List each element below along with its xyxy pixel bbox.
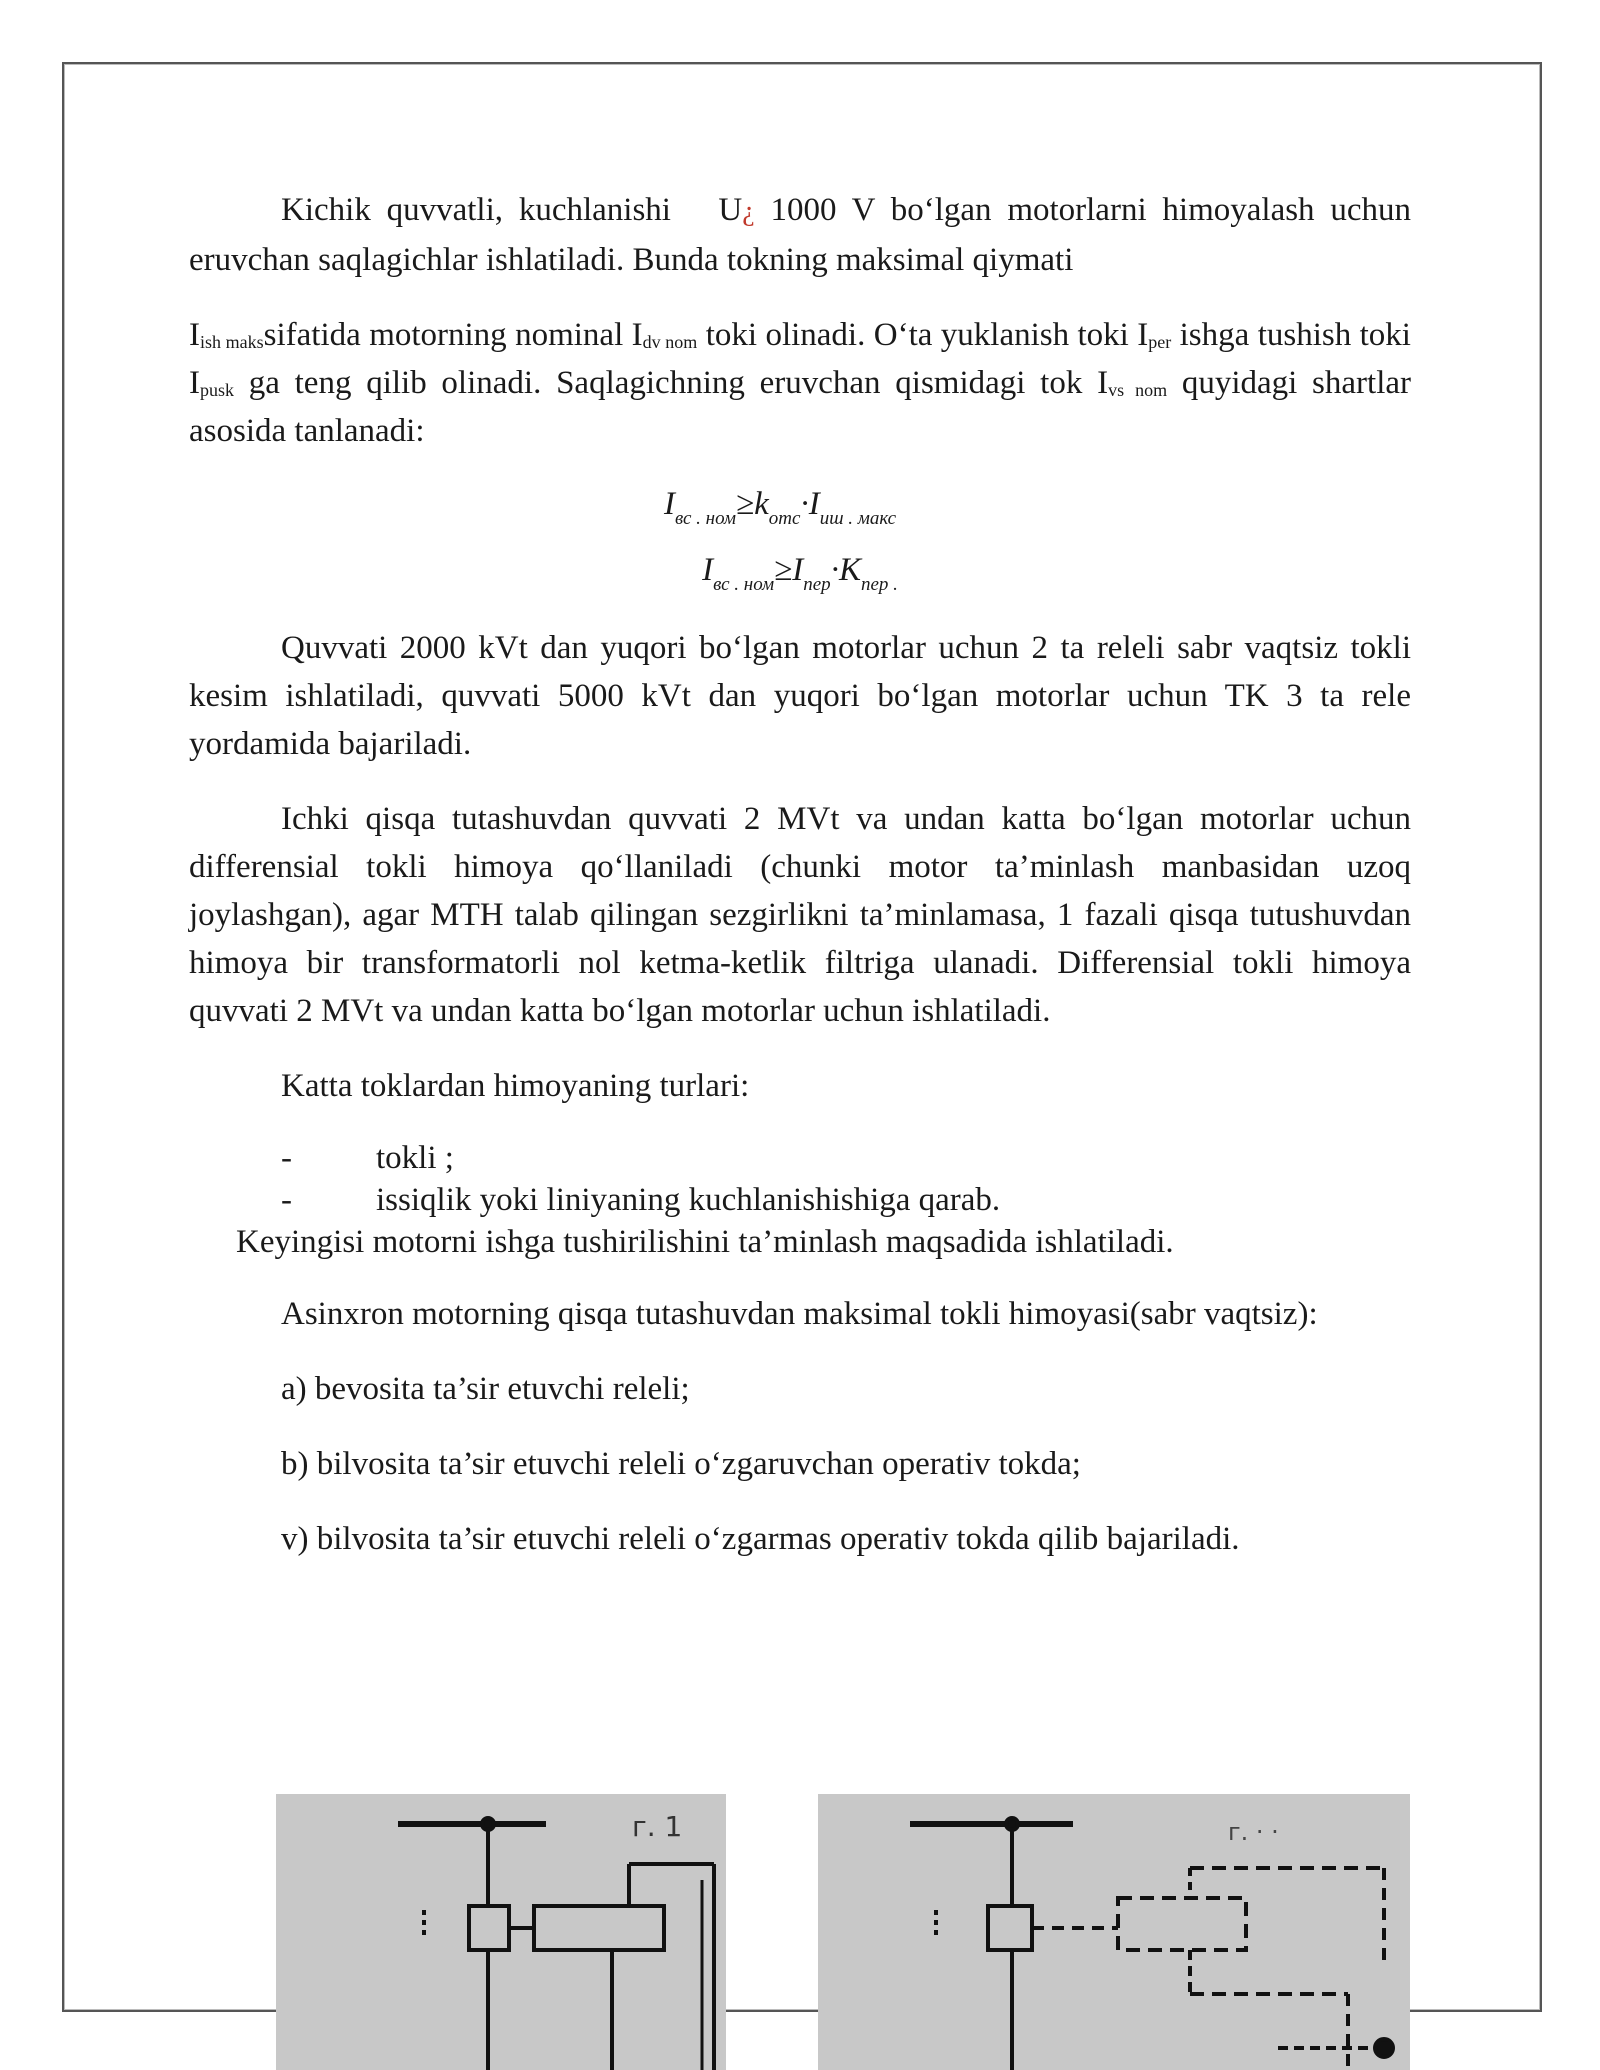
p2-text-4: ga teng qilib olinadi. Saqlagichning eruvchan qismidagi tok I	[234, 365, 1109, 401]
formula-2	[189, 548, 1411, 595]
f1-sub-vs-nom: вс . ном	[674, 508, 736, 529]
f1-I2: I	[808, 486, 820, 522]
fig2-label: г. · ·	[1228, 1818, 1279, 1846]
dash-item-2-text: issiqlik yoki liniyaning kuchlanishishiga qarab.	[376, 1182, 1001, 1218]
dash-item-1	[189, 1137, 1411, 1179]
p2-sub-per: per	[1148, 332, 1172, 352]
circuit-diagram-1-svg	[276, 1794, 726, 2070]
p2-sub-pusk: pusk	[200, 380, 235, 400]
circuit-diagram-2	[818, 1794, 1410, 2070]
dash-item-2	[189, 1179, 1411, 1221]
paragraph-6: Keyingisi motorni ishga tushirilishini ta’minlash maqsadida ishlatiladi.	[236, 1224, 1174, 1260]
document-body	[189, 186, 1411, 1590]
f2-sub-vs-nom: вс . ном	[713, 574, 775, 595]
circuit-diagram-2-svg	[818, 1794, 1410, 2070]
f1-geq: ≥	[736, 486, 755, 522]
paragraph-5: Katta toklardan himoyaning turlari:	[281, 1068, 750, 1104]
p2-i: I	[189, 317, 200, 353]
p2-text-5: quyidagi shartlar asosida tanlanadi:	[189, 365, 1412, 449]
circuit-diagram-1	[276, 1794, 726, 2070]
f1-sub-ots: отс	[768, 508, 801, 529]
p1-u: U	[718, 192, 743, 228]
dash-item-1-text: tokli ;	[376, 1140, 454, 1176]
paragraph-4: Ichki qisqa tutashuvdan quvvati 2 MVt va undan katta bo‘lgan motorlar uchun differensial tokli himoya qo‘llaniladi (chunki motor ta’minlash manbasidan uzoq joylashgan), agar MTH talab qilingan sezgirlikni ta’minlamasa, 1 fazali qisqa tutushuvdan himoya bir transformatorli nol ketma-ketlik filtriga ulanadi. Differensial tokli himoya quvvati 2 MVt va undan katta bo‘lgan motorlar uchun ishlatiladi.	[189, 801, 1411, 1029]
list-item-a: a) bevosita ta’sir etuvchi releli;	[281, 1371, 690, 1407]
formula-1	[189, 482, 1411, 529]
f2-dot: ·	[830, 552, 839, 588]
f1-sub-ish-maks: иш . макс	[819, 508, 897, 529]
p1-symbol: ¿	[742, 196, 755, 227]
f2-I2: I	[792, 552, 804, 588]
f1-I: I	[663, 486, 675, 522]
f2-sub-per2: пер .	[860, 574, 898, 595]
p2-sub-dv-nom: dv nom	[642, 332, 698, 352]
dash-marker: -	[281, 1140, 292, 1176]
f2-sub-per: пер	[803, 574, 831, 595]
f1-k: k	[754, 486, 769, 522]
f2-K: K	[838, 552, 861, 588]
fig1-label: г. 1	[632, 1810, 683, 1843]
paragraph-1	[189, 186, 1411, 284]
f1-dot: ·	[800, 486, 809, 522]
p2-text-2: toki olinadi. O‘ta yuklanish toki I	[697, 317, 1149, 353]
p1-text-b: 1000 V bo‘lgan motorlarni himoyalash uchun eruvchan saqlagichlar ishlatiladi. Bunda tokning maksimal qiymati	[189, 192, 1412, 278]
p2-text-3: ishga tushish toki I	[189, 317, 1411, 401]
p2-sub-vs-nom: vs nom	[1108, 380, 1168, 400]
f2-I: I	[702, 552, 714, 588]
dash-marker: -	[281, 1182, 292, 1218]
paragraph-2	[189, 311, 1411, 455]
list-item-b: b) bilvosita ta’sir etuvchi releli o‘zgaruvchan operativ tokda;	[281, 1446, 1081, 1482]
f2-geq: ≥	[774, 552, 793, 588]
list-item-v: v) bilvosita ta’sir etuvchi releli o‘zgarmas operativ tokda qilib bajariladi.	[281, 1521, 1240, 1557]
p1-text-a: Kichik quvvatli, kuchlanishi	[281, 192, 671, 228]
paragraph-3: Quvvati 2000 kVt dan yuqori bo‘lgan motorlar uchun 2 ta releli sabr vaqtsiz tokli kesim ishlatiladi, quvvati 5000 kVt dan yuqori bo‘lgan motorlar uchun TK 3 ta rele yordamida bajariladi.	[189, 630, 1411, 762]
p2-text-1: sifatida motorning nominal I	[263, 317, 643, 353]
p2-sub-ish-maks: ish maks	[200, 332, 264, 352]
paragraph-7: Asinxron motorning qisqa tutashuvdan maksimal tokli himoyasi(sabr vaqtsiz):	[281, 1296, 1318, 1332]
